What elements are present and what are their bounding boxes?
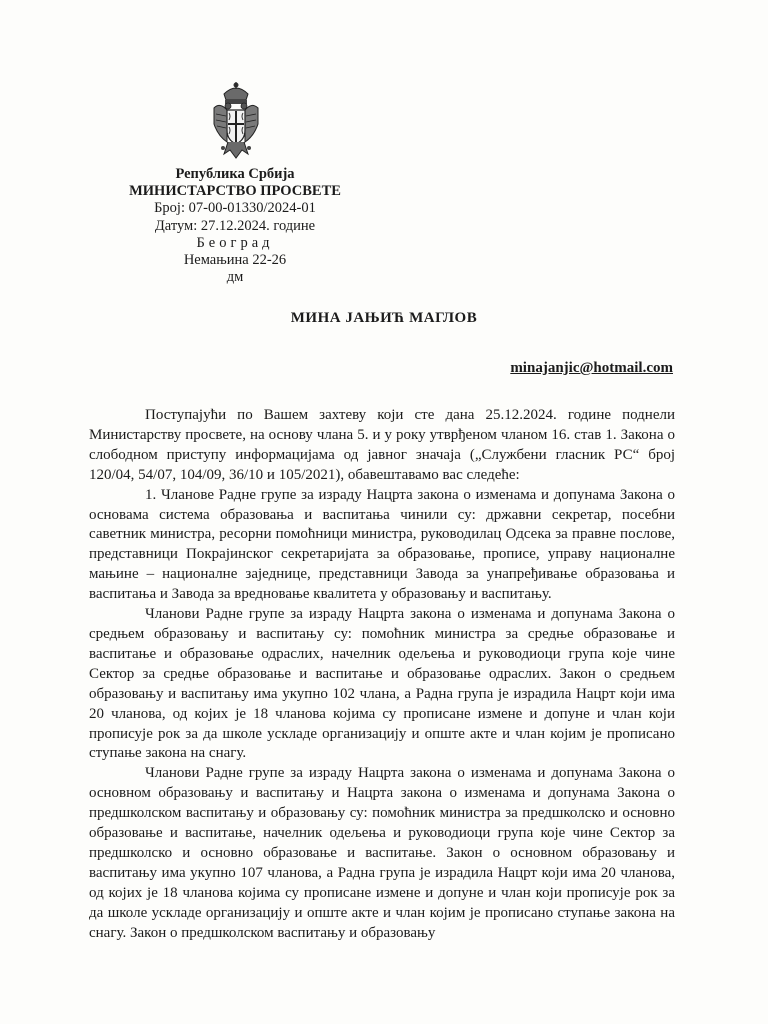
coat-of-arms-icon bbox=[210, 80, 262, 162]
letter-body bbox=[89, 406, 675, 943]
letterhead bbox=[110, 166, 360, 286]
ministry-name: МИНИСТАРСТВО ПРОСВЕТЕ bbox=[129, 183, 341, 200]
paragraph: 1. Чланове Радне групе за израду Нацрта закона о изменама и допунама Закона о основама система образовања и васпитања чинили су: државни секретар, посебни саветник министра, ресорни помоћници министра, руководилац Одсека за правне послове, представници Покрајинског секретаријата за образовање, прописе, управу националне мањине – националне заједнице, представници Завода за унапређивање образовања и васпитања и Завода за вредновање квалитета у образовању и васпитању. bbox=[89, 486, 675, 603]
paragraph: Поступајући по Вашем захтеву који сте дана 25.12.2024. године поднели Министарству просвете, на основу члана 5. и у року утврђеном чланом 16. став 1. Закона о слободном приступу информацијама од јавног значаја („Службени гласник РС“ број 120/04, 54/07, 104/09, 36/10 и 105/2021), обавештавамо вас следеће: bbox=[89, 407, 675, 483]
document-number: Број: 07-00-01330/2024-01 bbox=[154, 200, 316, 217]
city: Београд bbox=[196, 234, 274, 251]
recipient-name: МИНА ЈАЊИЋ МАГЛОВ bbox=[290, 310, 478, 326]
republic-name: Република Србија bbox=[175, 166, 295, 182]
paragraph: Чланови Радне групе за израду Нацрта закона о изменама и допунама Закона о основном образовању и васпитању и Нацрта закона о изменама и допунама Закона о предшколском васпитању и образовању су: помоћник министра за предшколско и основно образовање и васпитање, начелник одељења и руководиоци група које чине Сектор за предшколско и основно образовање и васпитање. Закон о основном образовању и васпитању има укупно 107 чланова, а Радна група је израдила Нацрт који има 20 чланова, од којих је 18 чланова којима су прописане измене и допуне и члан који прописује рок за да школе ускладе организацију и опште акте и члан којим је прописано ступање закона на снагу. Закон о предшколском васпитању и образовању bbox=[89, 765, 675, 941]
initials: дм bbox=[226, 269, 244, 286]
address: Немањина 22-26 bbox=[183, 252, 287, 269]
recipient-email[interactable]: minajanjic@hotmail.com bbox=[510, 360, 673, 376]
paragraph: Чланови Радне групе за израду Нацрта закона о изменама и допунама Закона о средњем образовању и васпитању су: помоћник министра за средње образовање и васпитање и образовање одраслих, начелник одељења и руководиоци група које чине Сектор за средње образовање и васпитање и образовање одраслих. Закон о средњем образовању и васпитању има укупно 102 члана, а Радна група је израдила Нацрт који има 20 чланова, од којих је 18 чланова којима су прописане измене и допуне и члан који прописује рок за да школе ускладе организацију и опште акте и члан којим је прописано ступање закона на снагу. bbox=[89, 606, 675, 762]
document-date: Датум: 27.12.2024. године bbox=[154, 217, 316, 234]
